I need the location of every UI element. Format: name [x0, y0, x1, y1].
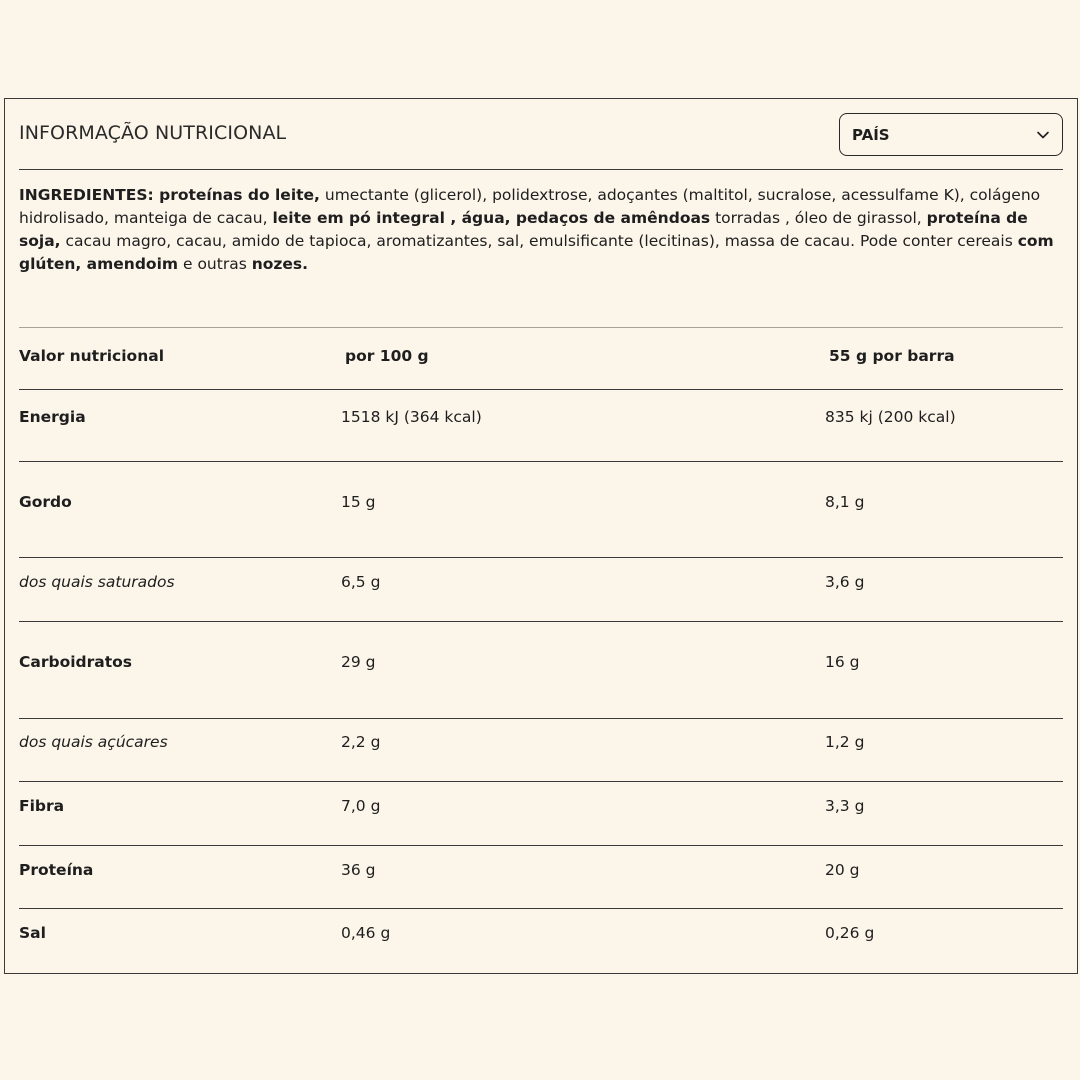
- nutrient-name: Gordo: [19, 493, 72, 511]
- ingredient-bold-text: leite em pó integral , água, pedaços de amêndoas: [272, 209, 711, 227]
- nutrient-per-bar: 3,6 g: [825, 573, 865, 591]
- nutrient-per-100g: 36 g: [341, 861, 376, 879]
- nutrient-name: dos quais saturados: [19, 573, 175, 591]
- table-row-divider: [19, 718, 1063, 719]
- ingredient-text: torradas , óleo de girassol,: [710, 209, 927, 227]
- nutrient-per-bar: 8,1 g: [825, 493, 865, 511]
- nutrient-name: Carboidratos: [19, 653, 133, 671]
- table-top-divider: [19, 327, 1063, 328]
- ingredient-text: umectante (glicerol), polidextrose, adoçantes (maltitol, sucralose, acessulfame K), colágeno hidrolisado, manteiga de cacau,: [19, 186, 1041, 227]
- nutrient-per-bar: 3,3 g: [825, 797, 865, 815]
- header-per-100g: por 100 g: [345, 347, 429, 365]
- chevron-down-icon: [1036, 128, 1050, 142]
- table-header-divider: [19, 389, 1063, 390]
- nutrient-name: Sal: [19, 924, 46, 942]
- panel-header: [5, 99, 1077, 171]
- nutrient-per-bar: 0,26 g: [825, 924, 875, 942]
- ingredient-bold-text: nozes.: [251, 255, 309, 273]
- nutrient-per-bar: 1,2 g: [825, 733, 865, 751]
- nutrient-per-100g: 15 g: [341, 493, 376, 511]
- table-row-divider: [19, 621, 1063, 622]
- header-per-bar: 55 g por barra: [829, 347, 955, 365]
- nutrient-name: Energia: [19, 408, 86, 426]
- country-select-value: PAÍS: [852, 125, 890, 144]
- header-divider: [19, 169, 1063, 170]
- ingredient-text: cacau magro, cacau, amido de tapioca, aromatizantes, sal, emulsificante (lecitinas), massa de cacau. Pode conter cereais: [60, 232, 1018, 250]
- nutrient-per-bar: 16 g: [825, 653, 860, 671]
- nutrition-panel: [4, 98, 1078, 974]
- ingredient-bold-text: INGREDIENTES:: [19, 186, 160, 204]
- nutrient-per-100g: 0,46 g: [341, 924, 391, 942]
- nutrient-per-100g: 1518 kJ (364 kcal): [341, 408, 482, 426]
- table-row-divider: [19, 781, 1063, 782]
- table-row-divider: [19, 908, 1063, 909]
- ingredients-text: [19, 184, 1065, 276]
- nutrient-per-100g: 6,5 g: [341, 573, 381, 591]
- ingredient-text: e outras: [178, 255, 252, 273]
- header-nutrient: Valor nutricional: [19, 347, 165, 365]
- country-select[interactable]: [839, 113, 1063, 156]
- nutrient-name: Proteína: [19, 861, 94, 879]
- nutrient-per-bar: 835 kj (200 kcal): [825, 408, 956, 426]
- nutrient-per-bar: 20 g: [825, 861, 860, 879]
- nutrient-name: dos quais açúcares: [19, 733, 168, 751]
- ingredient-bold-text: com glúten, amendoim: [19, 232, 1054, 273]
- table-row-divider: [19, 461, 1063, 462]
- nutrient-per-100g: 29 g: [341, 653, 376, 671]
- ingredient-bold-text: proteínas do leite,: [159, 186, 320, 204]
- table-row-divider: [19, 845, 1063, 846]
- table-row-divider: [19, 557, 1063, 558]
- nutrient-name: Fibra: [19, 797, 65, 815]
- nutrient-per-100g: 2,2 g: [341, 733, 381, 751]
- page-title: INFORMAÇÃO NUTRICIONAL: [19, 122, 287, 144]
- ingredient-bold-text: proteína de soja,: [19, 209, 1028, 250]
- nutrient-per-100g: 7,0 g: [341, 797, 381, 815]
